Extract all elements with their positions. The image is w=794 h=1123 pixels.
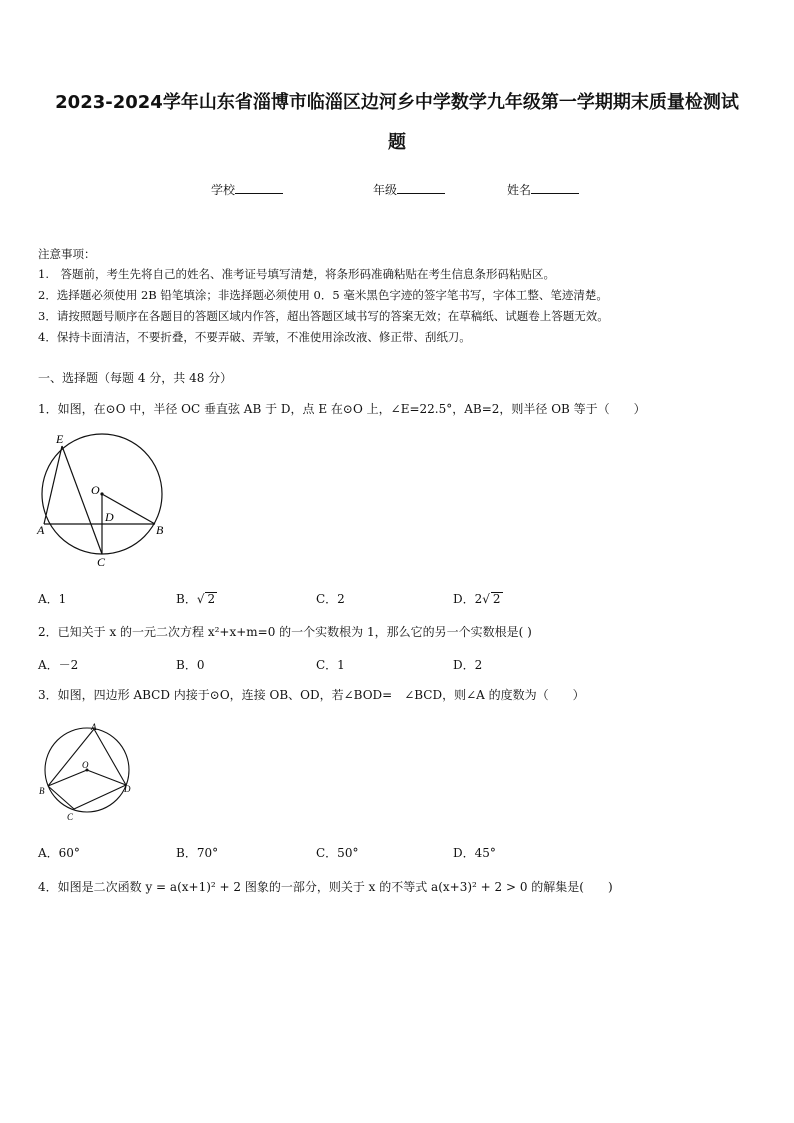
q3-option-d[interactable]: D．45° — [453, 846, 496, 860]
q3-option-b[interactable]: B．70° — [176, 846, 219, 860]
label-d: D — [105, 510, 114, 524]
label-c: C — [67, 812, 74, 822]
note-item: 1. 答题前，考生先将自己的姓名、准考证号填写清楚，将条形码准确粘贴在考生信息条形码粘贴区。 — [38, 267, 555, 281]
label-o: O — [82, 760, 89, 770]
label-e: E — [56, 432, 64, 446]
radius-od — [87, 770, 126, 785]
school-blank — [235, 182, 283, 194]
sqrt-sign: √ — [196, 592, 205, 606]
q1-option-b-radicand: 2 — [207, 592, 216, 606]
side-bc — [48, 786, 74, 809]
sqrt-sign: √ — [482, 592, 490, 606]
segment-ea — [44, 446, 62, 524]
q1-option-a[interactable]: A．1 — [38, 592, 67, 606]
question-4-stem: 4．如图是二次函数 y = a(x+1)² + 2 图象的一部分，则关于 x 的不等式 a(x+3)² + 2 > 0 的解集是( ) — [38, 880, 613, 894]
q2-option-a[interactable]: A．－2 — [38, 658, 79, 672]
q1-option-d-radicand: 2 — [492, 592, 501, 606]
label-c: C — [97, 555, 106, 569]
grade-label: 年级 — [373, 183, 398, 197]
school-label: 学校 — [211, 183, 236, 197]
q3-option-c[interactable]: C．50° — [316, 846, 359, 860]
section-heading: 一、选择题（每题 4 分，共 48 分） — [38, 371, 233, 385]
q1-option-c[interactable]: C．2 — [316, 592, 345, 606]
side-ab — [48, 729, 94, 786]
question-1-stem: 1．如图，在⊙O 中，半径 OC 垂直弦 AB 于 D，点 E 在⊙O 上，∠E=22.5°，AB=2，则半径 OB 等于（ ） — [38, 402, 646, 416]
name-label: 姓名 — [507, 183, 532, 197]
q1-option-d-prefix: D．2 — [453, 592, 483, 606]
exam-title-line2: 题 — [388, 132, 406, 153]
name-field — [507, 181, 579, 198]
label-a: A — [37, 523, 45, 537]
q3-option-a[interactable]: A．60° — [38, 846, 80, 860]
notes-heading: 注意事项： — [38, 247, 96, 261]
exam-title-line1: 2023-2024学年山东省淄博市临淄区边河乡中学数学九年级第一学期期末质量检测试 — [55, 92, 739, 113]
q1-option-b-prefix: B． — [176, 592, 197, 606]
label-d: D — [124, 784, 131, 794]
side-ad — [94, 729, 126, 785]
label-a: A — [91, 722, 97, 732]
q2-option-b[interactable]: B．0 — [176, 658, 205, 672]
question-3-figure — [34, 720, 144, 822]
student-info-row — [0, 181, 794, 201]
note-item: 4．保持卡面清洁，不要折叠，不要弄破、弄皱，不准使用涂改液、修正带、刮纸刀。 — [38, 330, 471, 344]
question-1-figure — [30, 430, 170, 575]
school-field — [211, 181, 283, 198]
note-item: 3．请按照题号顺序在各题目的答题区域内作答，超出答题区域书写的答案无效；在草稿纸、试题卷上答题无效。 — [38, 309, 609, 323]
question-3-stem: 3．如图，四边形 ABCD 内接于⊙O，连接 OB、OD，若∠BOD= ∠BCD，则∠A 的度数为（ ） — [38, 688, 585, 702]
label-b: B — [156, 523, 164, 537]
q1-option-b[interactable] — [176, 590, 217, 607]
label-o: O — [91, 483, 100, 497]
center-point-o — [100, 492, 103, 495]
note-item: 2．选择题必须使用 2B 铅笔填涂；非选择题必须使用 0．5 毫米黑色字迹的签字笔书写，字体工整、笔迹清楚。 — [38, 288, 608, 302]
q2-option-c[interactable]: C．1 — [316, 658, 345, 672]
side-cd — [74, 785, 126, 809]
question-2-stem: 2．已知关于 x 的一元二次方程 x²+x+m=0 的一个实数根为 1，那么它的另一个实数根是( ) — [38, 625, 532, 639]
label-b: B — [39, 786, 45, 796]
grade-field — [373, 181, 445, 198]
q1-option-d[interactable] — [453, 590, 503, 607]
segment-ec — [62, 446, 102, 554]
grade-blank — [397, 182, 445, 194]
q2-option-d[interactable]: D．2 — [453, 658, 483, 672]
name-blank — [531, 182, 579, 194]
